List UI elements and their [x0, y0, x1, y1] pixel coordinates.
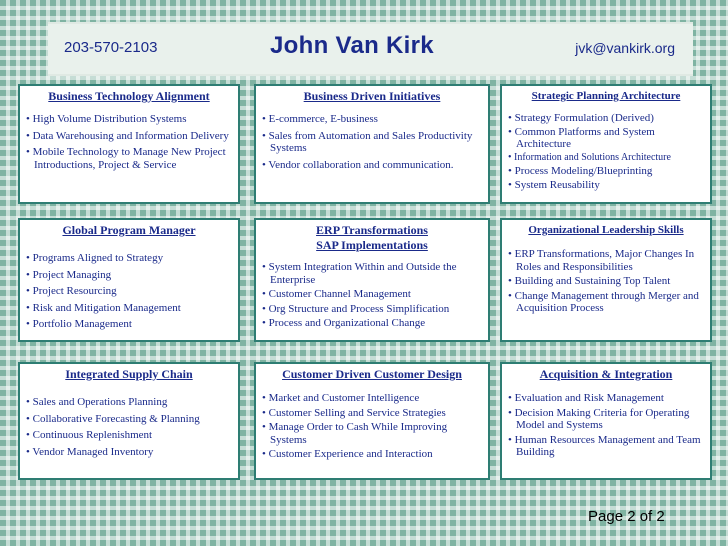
list-item: • Risk and Mitigation Management — [26, 302, 232, 315]
list-item: • Mobile Technology to Manage New Project Introductions, Project & Service — [26, 146, 232, 171]
box-strategic-planning-architecture — [500, 84, 712, 204]
list-item: • Continuous Replenishment — [26, 429, 232, 442]
list-item: • Process Modeling/Blueprinting — [508, 165, 704, 178]
list-item: • Building and Sustaining Top Talent — [508, 275, 704, 288]
list-item: • Common Platforms and System Architecture — [508, 126, 704, 151]
box-title: Business Driven Initiatives — [303, 89, 441, 103]
list-item: • Evaluation and Risk Management — [508, 392, 704, 405]
header-bar — [48, 22, 693, 76]
box-erp-transformations — [254, 218, 490, 342]
box-list — [26, 396, 232, 458]
list-item: • High Volume Distribution Systems — [26, 113, 232, 126]
list-item: • Collaborative Forecasting & Planning — [26, 413, 232, 426]
box-organizational-leadership-skills — [500, 218, 712, 342]
box-list — [508, 392, 704, 459]
list-item: • Decision Making Criteria for Operating Model and Systems — [508, 407, 704, 432]
box-title-line1: ERP Transformations — [316, 223, 428, 237]
box-list — [508, 248, 704, 315]
list-item: • Change Management through Merger and Acquisition Process — [508, 290, 704, 315]
list-item: • Customer Selling and Service Strategies — [262, 407, 482, 420]
box-title-line2: SAP Implementations — [316, 238, 428, 252]
list-item: • Data Warehousing and Information Delivery — [26, 130, 232, 143]
list-item: • Manage Order to Cash While Improving Systems — [262, 421, 482, 446]
page-title: John Van Kirk — [270, 32, 434, 59]
page-number: Page 2 of 2 — [588, 508, 665, 525]
box-list — [262, 392, 482, 461]
list-item: • Process and Organizational Change — [262, 317, 482, 330]
list-item: • Sales and Operations Planning — [26, 396, 232, 409]
box-business-technology-alignment — [18, 84, 240, 204]
list-item: • Customer Experience and Interaction — [262, 448, 482, 461]
box-title: Acquisition & Integration — [539, 367, 673, 381]
list-item: • System Reusability — [508, 179, 704, 192]
box-global-program-manager — [18, 218, 240, 342]
box-title: Customer Driven Customer Design — [282, 367, 462, 381]
email-address: jvk@vankirk.org — [575, 40, 675, 56]
list-item: • Market and Customer Intelligence — [262, 392, 482, 405]
list-item: • Project Managing — [26, 269, 232, 282]
list-item: • Customer Channel Management — [262, 288, 482, 301]
list-item: • System Integration Within and Outside the Enterprise — [262, 261, 482, 286]
list-item: • Portfolio Management — [26, 318, 232, 331]
list-item: • Project Resourcing — [26, 285, 232, 298]
box-list — [262, 261, 482, 330]
box-title: Global Program Manager — [62, 223, 196, 237]
box-title: Integrated Supply Chain — [65, 367, 193, 381]
box-acquisition-integration — [500, 362, 712, 480]
list-item: • Human Resources Management and Team Building — [508, 434, 704, 459]
list-item: • Programs Aligned to Strategy — [26, 252, 232, 265]
list-item: • Strategy Formulation (Derived) — [508, 112, 704, 125]
list-item: • ERP Transformations, Major Changes In Roles and Responsibilities — [508, 248, 704, 273]
box-title: Organizational Leadership Skills — [528, 224, 684, 236]
list-item: • E-commerce, E-business — [262, 113, 482, 126]
box-integrated-supply-chain — [18, 362, 240, 480]
list-item: • Information and Solutions Architecture — [508, 152, 704, 165]
list-item: • Vendor Managed Inventory — [26, 446, 232, 459]
box-business-driven-initiatives — [254, 84, 490, 204]
box-list — [508, 112, 704, 191]
box-title: Strategic Planning Architecture — [531, 90, 681, 102]
box-list — [262, 113, 482, 171]
box-list — [26, 113, 232, 171]
list-item: • Org Structure and Process Simplification — [262, 303, 482, 316]
box-list — [26, 252, 232, 331]
box-customer-driven-customer-design — [254, 362, 490, 480]
phone-number: 203-570-2103 — [64, 39, 158, 56]
list-item: • Sales from Automation and Sales Productivity Systems — [262, 130, 482, 155]
box-title: Business Technology Alignment — [48, 89, 210, 103]
list-item: • Vendor collaboration and communication. — [262, 159, 482, 172]
